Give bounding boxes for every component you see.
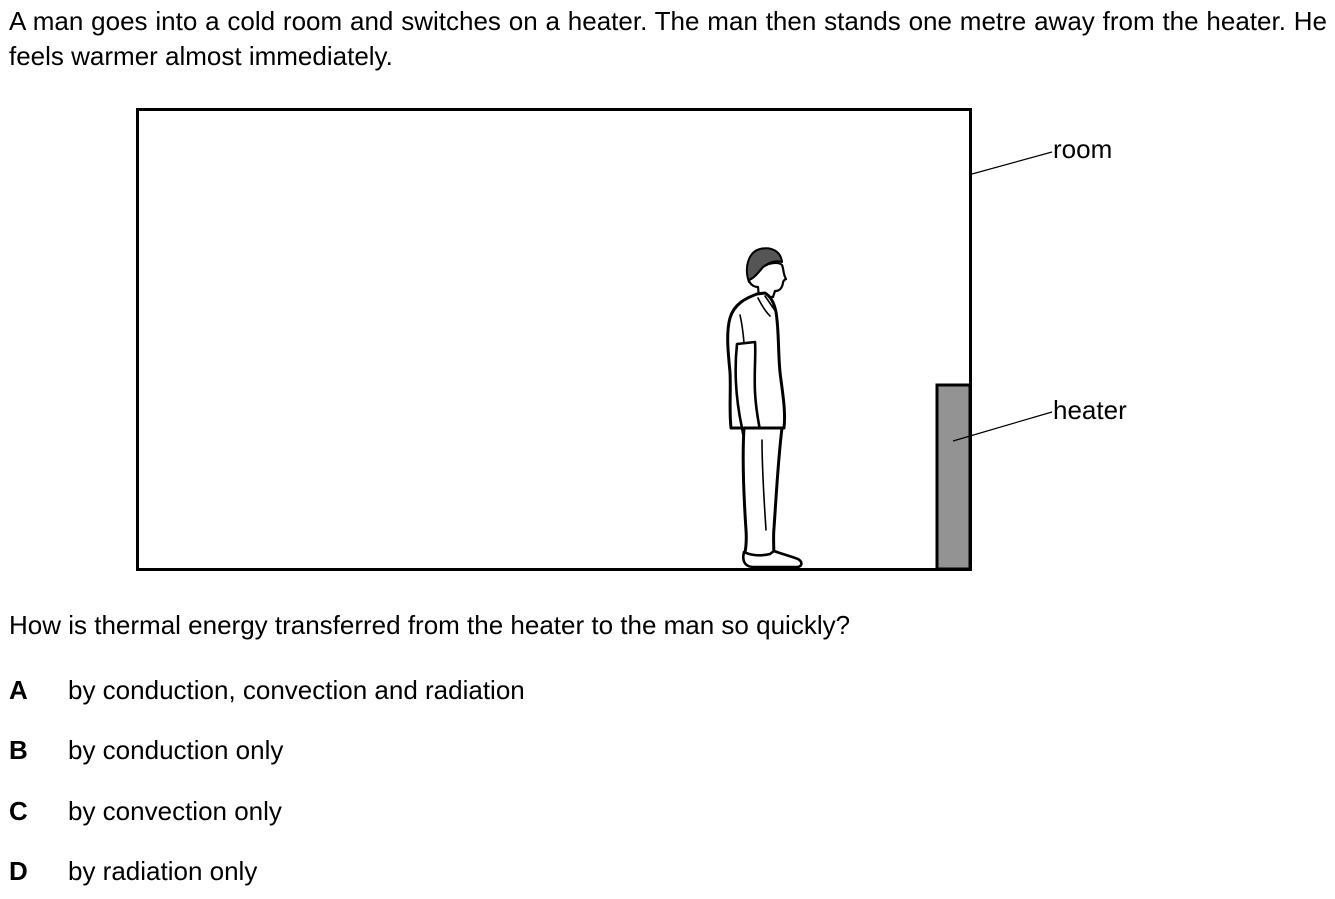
man-legs xyxy=(743,428,782,560)
man-head xyxy=(749,263,786,297)
man-figure xyxy=(728,248,802,567)
intro-paragraph: A man goes into a cold room and switches on a heater. The man then stands one metre away from the heater. He feels warmer almost immediately. xyxy=(9,6,1327,71)
room-label: room xyxy=(1053,134,1113,164)
man-torso xyxy=(728,293,785,428)
room-leader-line xyxy=(972,152,1052,174)
option-b-letter: B xyxy=(9,735,28,765)
option-b-text: by conduction only xyxy=(68,735,284,765)
option-d-text: by radiation only xyxy=(68,856,258,886)
option-a[interactable] xyxy=(9,673,525,708)
man-shirt-detail xyxy=(740,296,776,356)
option-a-text: by conduction, convection and radiation xyxy=(68,675,525,705)
heater-block xyxy=(937,385,970,569)
room-outline xyxy=(138,110,971,570)
option-c-letter: C xyxy=(9,796,28,826)
heater-label: heater xyxy=(1053,395,1127,425)
man-leg-divider xyxy=(762,440,766,530)
option-d[interactable] xyxy=(9,854,257,889)
question-text: How is thermal energy transferred from the heater to the man so quickly? xyxy=(9,610,851,640)
heater-leader-line xyxy=(953,412,1052,441)
option-c[interactable] xyxy=(9,794,282,829)
option-b[interactable] xyxy=(9,733,283,768)
man-shoes xyxy=(743,551,801,567)
option-d-letter: D xyxy=(9,856,28,886)
option-c-text: by convection only xyxy=(68,796,282,826)
man-hair xyxy=(747,248,782,282)
man-arm xyxy=(736,342,764,456)
option-a-letter: A xyxy=(9,675,28,705)
